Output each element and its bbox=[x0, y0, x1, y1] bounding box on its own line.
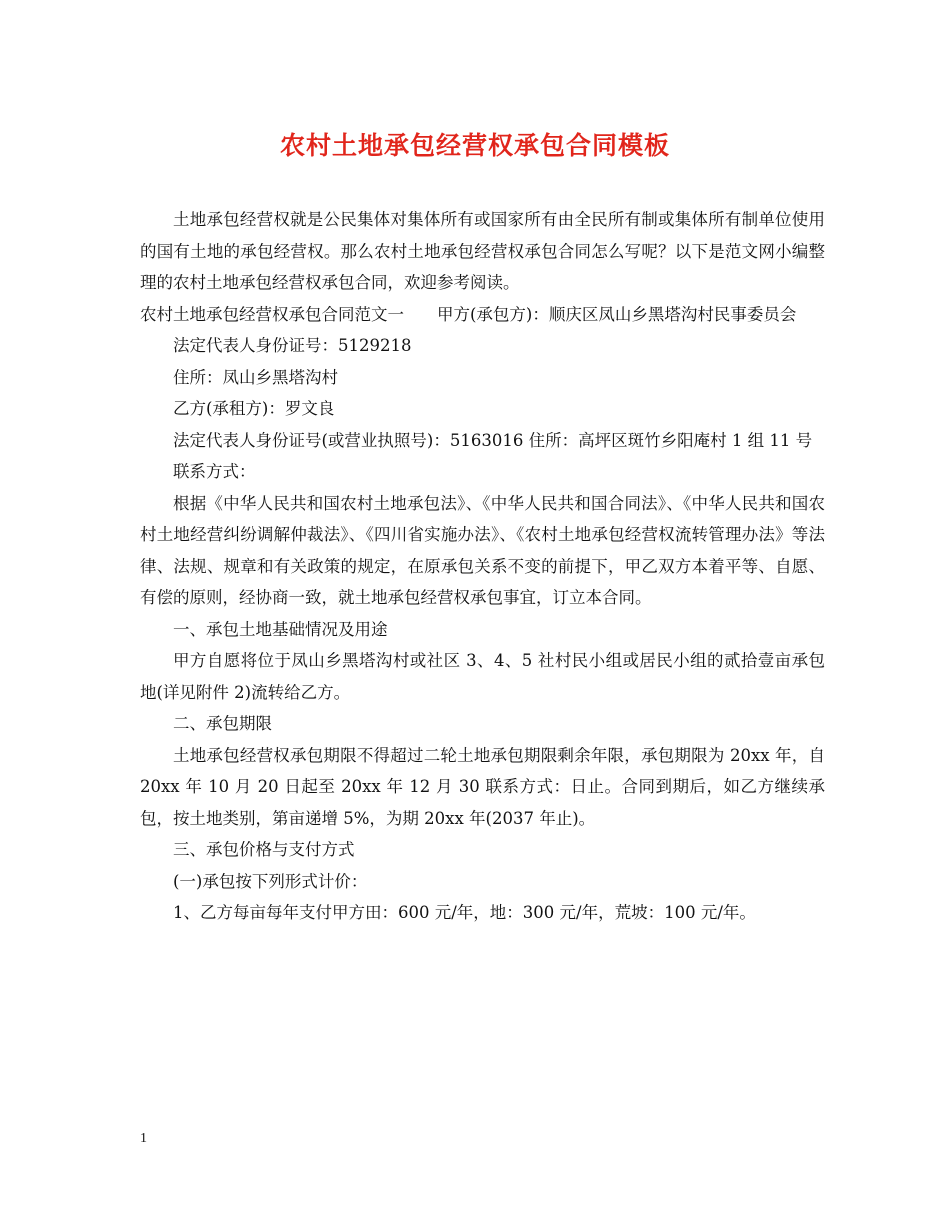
body-paragraph: 法定代表人身份证号：5129218 bbox=[173, 336, 412, 355]
body-paragraph: 联系方式： bbox=[173, 462, 256, 481]
body-paragraph: 1、乙方每亩每年支付甲方田：600 元/年，地：300 元/年，荒坡：100 元/年。 bbox=[173, 903, 756, 922]
body-paragraph: 土地承包经营权就是公民集体对集体所有或国家所有由全民所有制或集体所有制单位使用的国有土地的承包经营权。那么农村土地承包经营权承包合同怎么写呢？以下是范文网小编整理的农村土地承包经营权承包合同，欢迎参考阅读。 bbox=[140, 210, 825, 292]
body-paragraph: 法定代表人身份证号(或营业执照号)：5163016 住所：高坪区斑竹乡阳庵村 1 组 11 号 bbox=[173, 430, 813, 450]
page-number: 1 bbox=[140, 1131, 147, 1146]
document-title: 农村土地承包经营权承包合同模板 bbox=[279, 131, 670, 160]
body-paragraph: 一、承包土地基础情况及用途 bbox=[173, 619, 388, 639]
body-paragraph: (一)承包按下列形式计价： bbox=[173, 871, 368, 891]
body-paragraph: 乙方(承租方)：罗文良 bbox=[173, 399, 335, 418]
document-body bbox=[140, 204, 825, 929]
body-paragraph: 根据《中华人民共和国农村土地承包法》、《中华人民共和国合同法》、《中华人民共和国农村土地经营纠纷调解仲裁法》、《四川省实施办法》、《农村土地承包经营权流转管理办法》等法律、法规、规章和有关政策的规定，在原承包关系不变的前提下，甲乙双方本着平等、自愿、有偿的原则，经协商一致，就土地承包经营权承包事宜，订立本合同。 bbox=[140, 493, 825, 607]
body-paragraph: 农村土地承包经营权承包合同范文一 甲方(承包方)：顺庆区凤山乡黑塔沟村民事委员会 bbox=[140, 304, 797, 324]
body-paragraph: 土地承包经营权承包期限不得超过二轮土地承包期限剩余年限，承包期限为 20xx 年，自 20xx 年 10 月 20 日起至 20xx 年 12 月 30 联系方式：日止。合同到期后，如乙方继续承包，按土地类别，第亩递增 5%，为期 20xx 年(2037 年止)。 bbox=[140, 745, 825, 828]
body-paragraph: 住所：凤山乡黑塔沟村 bbox=[173, 367, 338, 387]
body-paragraph: 二、承包期限 bbox=[173, 714, 272, 733]
body-paragraph: 甲方自愿将位于凤山乡黑塔沟村或社区 3、4、5 社村民小组或居民小组的贰拾壹亩承包地(详见附件 2)流转给乙方。 bbox=[140, 651, 825, 702]
body-paragraph: 三、承包价格与支付方式 bbox=[173, 840, 355, 859]
